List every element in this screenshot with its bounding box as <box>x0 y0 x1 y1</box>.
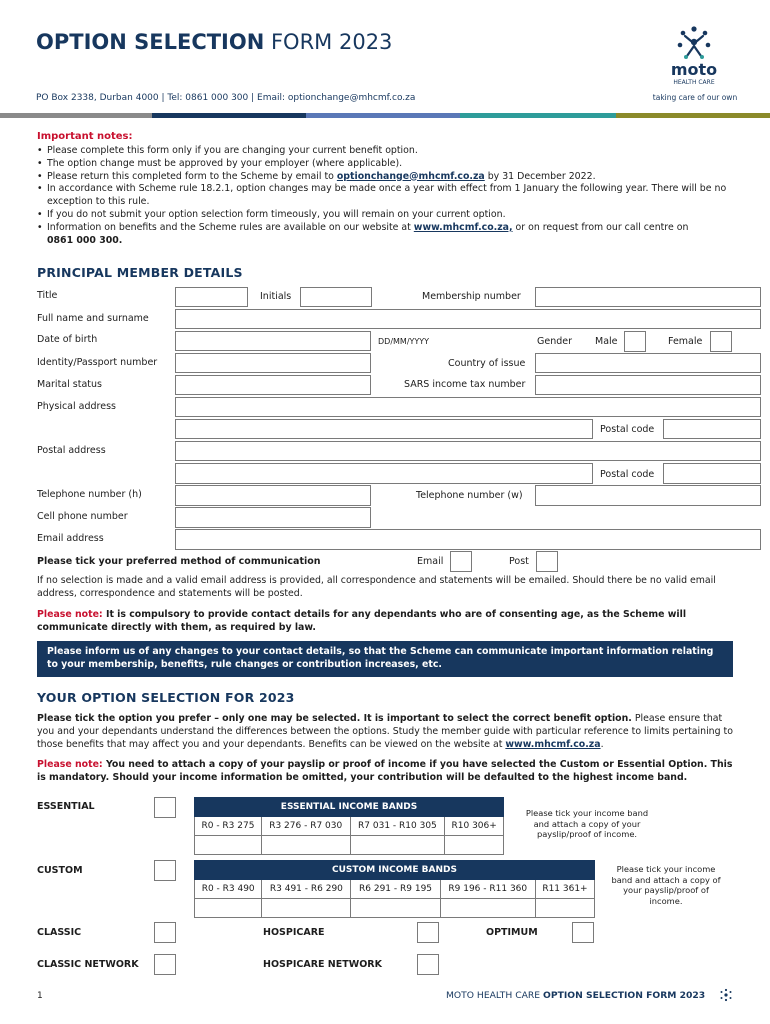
initials-label: Initials <box>260 291 292 302</box>
dependants-note <box>37 609 737 634</box>
id-label: Identity/Passport number <box>37 357 158 368</box>
color-bar-olive <box>616 113 770 118</box>
intro-rest: Please ensure that you and your dependants understand the differences between the options. Study the member guide with particular reference to limits pertaining to those benefits that may affect you and your dependants. Benefits can be viewed on the website at <box>37 713 733 750</box>
physical-postal-code-label: Postal code <box>600 424 655 435</box>
note-text: Please return this completed form to the Scheme by email to <box>47 170 337 182</box>
note-text: by 31 December 2022. <box>484 170 596 182</box>
website-link[interactable]: www.mhcmf.co.za, <box>413 221 513 233</box>
male-label: Male <box>595 336 618 347</box>
notes-list <box>37 145 737 247</box>
essential-band: R7 031 - R10 305 <box>350 817 445 836</box>
essential-band-tick[interactable] <box>350 836 445 855</box>
membership-label: Membership number <box>422 291 521 302</box>
color-bar-grey <box>0 113 152 118</box>
footer-text-bold: OPTION SELECTION FORM 2023 <box>543 990 706 1001</box>
title-label: Title <box>37 290 58 301</box>
male-checkbox[interactable] <box>624 331 646 352</box>
logo-tagline: taking care of our own <box>652 93 738 102</box>
no-selection-text: If no selection is made and a valid email address is provided, all correspondence and statements will be emailed. Should there be no valid email address, correspondence and statements will be posted. <box>37 575 716 599</box>
physical-label: Physical address <box>37 401 116 412</box>
physical-postal-code-field[interactable] <box>663 419 761 439</box>
tel-h-field[interactable] <box>175 485 371 506</box>
custom-band: R3 491 - R6 290 <box>262 880 351 899</box>
hospicare-network-checkbox[interactable] <box>417 954 439 975</box>
comm-post-checkbox[interactable] <box>536 551 558 572</box>
dob-label: Date of birth <box>37 334 98 345</box>
note-item: • The option change must be approved by your employer (where applicable). <box>37 158 737 171</box>
dob-field[interactable] <box>175 331 371 351</box>
tel-w-label: Telephone number (w) <box>416 490 523 501</box>
custom-band: R9 196 - R11 360 <box>440 880 535 899</box>
note-item <box>37 171 737 184</box>
moto-logo <box>640 24 750 104</box>
comm-email-checkbox[interactable] <box>450 551 472 572</box>
custom-band-tick[interactable] <box>535 899 594 918</box>
fullname-label: Full name and surname <box>37 313 149 324</box>
banner-text: Please inform us of any changes to your contact details, so that the Scheme can communicate important information relating to your membership, benefits, rule changes or contribution increases, etc. <box>47 646 714 670</box>
note-label: Please note: <box>37 609 103 620</box>
cell-label: Cell phone number <box>37 511 128 522</box>
footer-logo-icon <box>719 988 733 1002</box>
color-bar-teal <box>460 113 616 118</box>
footer-text <box>446 990 705 1002</box>
postal-address-line2[interactable] <box>175 463 593 484</box>
comm-email-label: Email <box>417 556 444 567</box>
website-link[interactable]: www.mhcmf.co.za <box>505 739 601 750</box>
custom-band-tick[interactable] <box>262 899 351 918</box>
classic-network-checkbox[interactable] <box>154 954 176 975</box>
logo-wordmark: moto <box>670 60 718 79</box>
sars-field[interactable] <box>535 375 761 395</box>
essential-band-tick[interactable] <box>445 836 504 855</box>
note-text: or on request from our call centre on <box>512 221 689 233</box>
essential-bands-table <box>194 797 504 855</box>
essential-band-tick[interactable] <box>195 836 262 855</box>
marital-field[interactable] <box>175 375 371 395</box>
logo-subtitle: HEALTH CARE <box>673 79 715 86</box>
sars-label: SARS income tax number <box>404 379 526 390</box>
dob-placeholder: DD/MM/YYYY <box>378 337 430 346</box>
intro-end: . <box>600 739 604 750</box>
call-centre-number: 0861 000 300. <box>47 234 123 246</box>
essential-checkbox[interactable] <box>154 797 176 818</box>
essential-band-tick[interactable] <box>261 836 350 855</box>
country-field[interactable] <box>535 353 761 373</box>
custom-band-tick[interactable] <box>440 899 535 918</box>
comm-method-label: Please tick your preferred method of communication <box>37 556 321 567</box>
essential-band: R0 - R3 275 <box>195 817 262 836</box>
classic-network-label: CLASSIC NETWORK <box>37 959 139 970</box>
moto-logo-icon <box>674 24 714 60</box>
custom-band: R6 291 - R9 195 <box>351 880 440 899</box>
selection-heading: YOUR OPTION SELECTION FOR 2023 <box>37 690 295 705</box>
classic-checkbox[interactable] <box>154 922 176 943</box>
country-label: Country of issue <box>448 358 526 369</box>
email-field[interactable] <box>175 529 761 550</box>
postal-address-line1[interactable] <box>175 441 761 461</box>
custom-band-tick[interactable] <box>195 899 262 918</box>
contact-line: PO Box 2338, Durban 4000 | Tel: 0861 000 300 | Email: optionchange@mhcmf.co.za <box>36 93 416 103</box>
contact-change-banner <box>37 641 733 677</box>
note-item: • Please complete this form only if you are changing your current benefit option. <box>37 145 737 158</box>
custom-table-title: CUSTOM INCOME BANDS <box>195 861 595 880</box>
classic-label: CLASSIC <box>37 927 82 938</box>
principal-heading: PRINCIPAL MEMBER DETAILS <box>37 265 243 280</box>
essential-label: ESSENTIAL <box>37 801 95 812</box>
form-title-rest: FORM 2023 <box>264 30 393 54</box>
form-title-bold: OPTION SELECTION <box>36 30 265 54</box>
note-label: Please note: <box>37 759 103 770</box>
fullname-field[interactable] <box>175 309 761 329</box>
custom-label: CUSTOM <box>37 865 83 876</box>
email-label: Email address <box>37 533 104 544</box>
postal-postal-code-label: Postal code <box>600 469 655 480</box>
essential-hint: Please tick your income band and attach a copy of your payslip/proof of income. <box>525 808 649 839</box>
cell-field[interactable] <box>175 507 371 528</box>
color-bar-blue <box>306 113 460 118</box>
title-field[interactable] <box>175 287 248 307</box>
essential-table-title: ESSENTIAL INCOME BANDS <box>195 798 504 817</box>
initials-field[interactable] <box>300 287 372 307</box>
custom-band: R11 361+ <box>535 880 594 899</box>
custom-checkbox[interactable] <box>154 860 176 881</box>
custom-bands-table <box>194 860 595 918</box>
note-text: Information on benefits and the Scheme rules are available on our website at <box>47 221 414 233</box>
postal-label: Postal address <box>37 445 106 456</box>
note-item <box>37 222 737 248</box>
custom-hint: Please tick your income band and attach a copy of your payslip/proof of income. <box>611 864 721 906</box>
hospicare-label: HOSPICARE <box>263 927 325 938</box>
custom-band-tick[interactable] <box>351 899 440 918</box>
selection-intro <box>37 712 737 751</box>
note-item: • If you do not submit your option selection form timeously, you will remain on your current option. <box>37 209 737 222</box>
intro-bold: Please tick the option you prefer – only one may be selected. It is important to select the correct benefit option. <box>37 713 632 724</box>
essential-band: R3 276 - R7 030 <box>261 817 350 836</box>
comm-post-label: Post <box>509 556 529 567</box>
notes-heading: Important notes: <box>37 131 133 142</box>
custom-band: R0 - R3 490 <box>195 880 262 899</box>
tel-w-field[interactable] <box>535 485 761 506</box>
note-text: You need to attach a copy of your payslip or proof of income if you have selected the Custom or Essential Option. This is mandatory. Should your income information be omitted, your contribution will be defaulted to the highest income band. <box>37 759 733 783</box>
page-number: 1 <box>37 991 43 1001</box>
form-title <box>36 30 392 54</box>
tel-h-label: Telephone number (h) <box>37 489 142 500</box>
gender-label: Gender <box>537 336 573 347</box>
hospicare-network-label: HOSPICARE NETWORK <box>263 959 382 970</box>
marital-label: Marital status <box>37 379 102 390</box>
female-checkbox[interactable] <box>710 331 732 352</box>
female-label: Female <box>668 336 703 347</box>
note-item: • In accordance with Scheme rule 18.2.1, option changes may be made once a year with effect from 1 January the following year. There will be no exception to this rule. <box>37 183 737 209</box>
payslip-note <box>37 759 737 784</box>
essential-band: R10 306+ <box>445 817 504 836</box>
email-link[interactable]: optionchange@mhcmf.co.za <box>336 170 485 182</box>
hospicare-checkbox[interactable] <box>417 922 439 943</box>
id-field[interactable] <box>175 353 371 373</box>
postal-postal-code-field[interactable] <box>663 463 761 484</box>
color-bar-navy <box>152 113 306 118</box>
membership-field[interactable] <box>535 287 761 307</box>
physical-address-line2[interactable] <box>175 419 593 439</box>
footer-text-pre: MOTO HEALTH CARE <box>446 990 544 1001</box>
optimum-label: OPTIMUM <box>486 927 538 938</box>
physical-address-line1[interactable] <box>175 397 761 417</box>
optimum-checkbox[interactable] <box>572 922 594 943</box>
note-text: It is compulsory to provide contact details for any dependants who are of consenting age, as the Scheme will communicate directly with them, as required by law. <box>37 609 687 633</box>
